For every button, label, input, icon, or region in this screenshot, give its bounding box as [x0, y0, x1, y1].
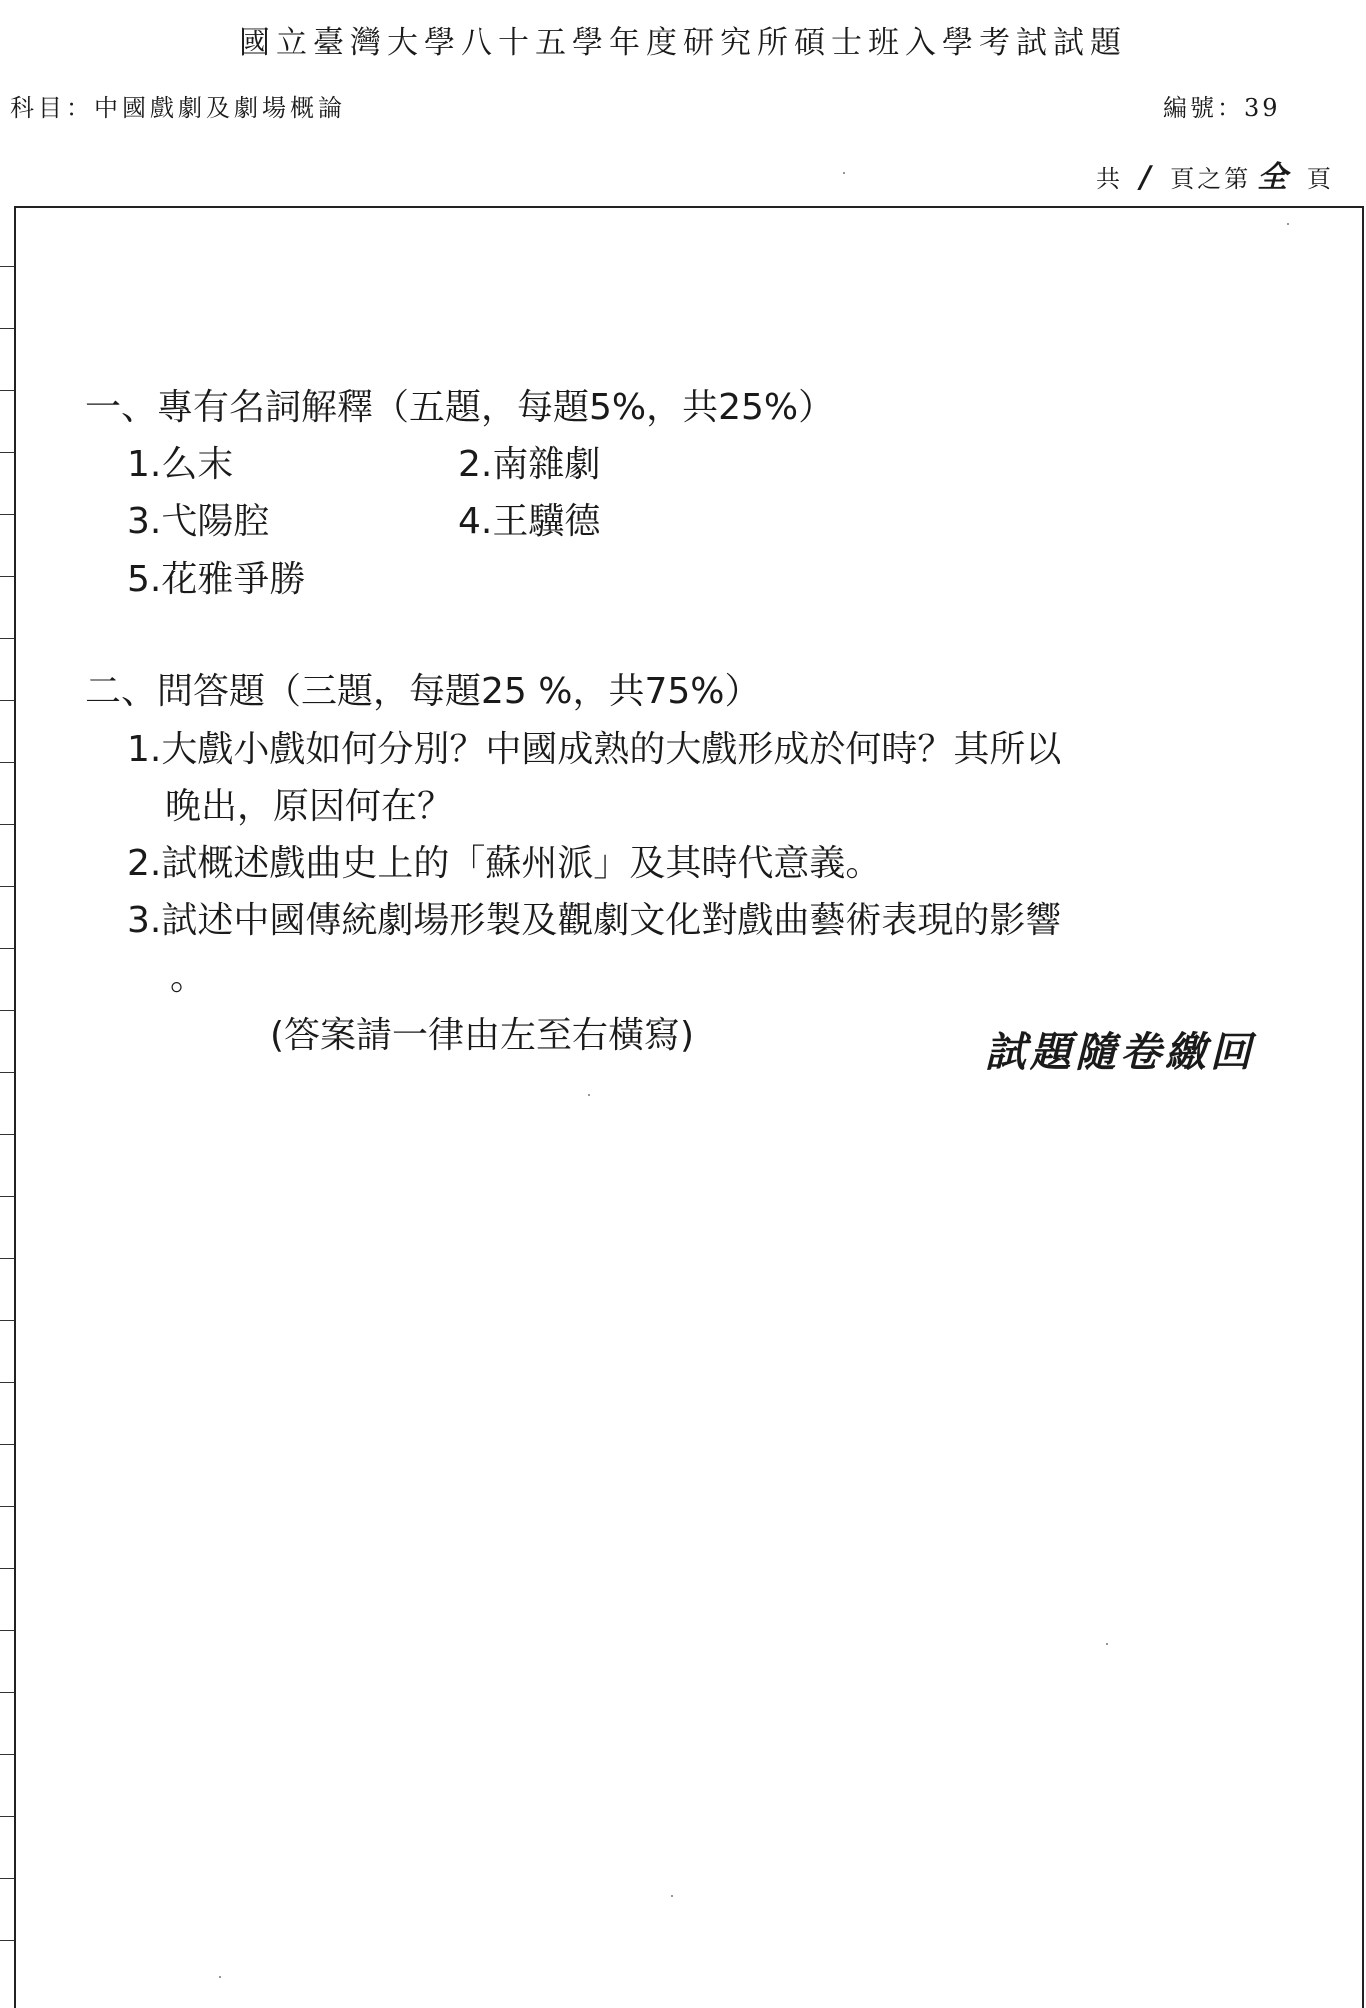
page-mid: 頁之第 — [1170, 165, 1252, 193]
section1-item: 5.花雅爭勝 — [127, 559, 306, 600]
section1-item: 2.南雜劇 — [458, 444, 601, 485]
exam-code: 編號：39 — [1163, 94, 1281, 122]
scan-speck — [588, 1094, 590, 1096]
scan-speck — [1106, 1643, 1108, 1645]
scan-speck — [1287, 223, 1289, 225]
section1-item: 1.么末 — [127, 444, 234, 485]
section2-heading: 二、問答題（三題，每題25 %，共75%） — [85, 671, 761, 712]
page-info — [1096, 158, 1334, 199]
section1-item: 4.王驥德 — [458, 501, 601, 542]
scan-speck — [219, 1976, 221, 1978]
question-1-line1: 1.大戲小戲如何分別？中國成熟的大戲形成於何時？其所以 — [127, 729, 1062, 770]
return-paper-stamp: 試題隨卷繳回 — [985, 1028, 1255, 1076]
answer-instruction: (答案請一律由左至右橫寫) — [270, 1015, 695, 1056]
scan-speck — [843, 172, 845, 174]
page-total: / — [1139, 160, 1154, 195]
question-3-line2: 。 — [170, 957, 207, 998]
binding-margin-ticks — [0, 206, 14, 1991]
section1-item: 3.弋陽腔 — [127, 501, 270, 542]
page-current: 全 — [1257, 160, 1291, 195]
question-3-line1: 3.試述中國傳統劇場形製及觀劇文化對戲曲藝術表現的影響 — [127, 900, 1062, 941]
exam-title: 國立臺灣大學八十五學年度研究所碩士班入學考試試題 — [239, 25, 1127, 61]
page-prefix: 共 — [1096, 165, 1123, 193]
question-2: 2.試概述戲曲史上的「蘇州派」及其時代意義。 — [127, 843, 882, 884]
question-1-line2: 晚出，原因何在？ — [165, 786, 454, 827]
subject-label: 科目：中國戲劇及劇場概論 — [10, 94, 346, 122]
scan-speck — [671, 1895, 673, 1897]
page-suffix: 頁 — [1306, 165, 1334, 193]
section1-heading: 一、專有名詞解釋（五題，每題5%，共25%） — [85, 387, 835, 428]
